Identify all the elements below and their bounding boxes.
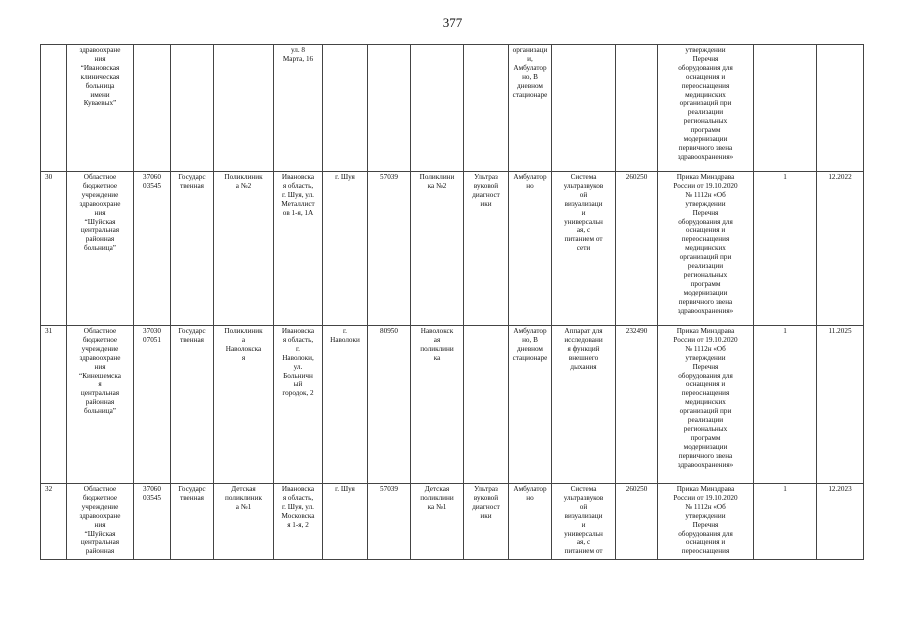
- oktmo-cell: 57039: [368, 172, 411, 326]
- organization-cell: здравоохране ния “Ивановская клиническая больница имени Куваевых”: [67, 45, 134, 172]
- table-row: [41, 326, 864, 484]
- date-cell: 12.2023: [817, 484, 864, 560]
- table-row: [41, 45, 864, 172]
- subunit-cell: [411, 45, 464, 172]
- address-cell: Ивановска я область, г. Шуя, ул. Московска я 1-я, 2: [274, 484, 323, 560]
- ownership-cell: Государс твенная: [171, 172, 214, 326]
- oktmo-cell: 80950: [368, 326, 411, 484]
- oktmo-cell: 57039: [368, 484, 411, 560]
- address-cell: Ивановска я область, г. Наволоки, ул. Больничн ый городок, 2: [274, 326, 323, 484]
- unit-cell: Детская поликлиник а №1: [214, 484, 274, 560]
- specialty-cell: Ультраз вуковой диагност ики: [464, 484, 509, 560]
- specialty-cell: [464, 326, 509, 484]
- address-cell: Ивановска я область, г. Шуя, ул. Металлист ов 1-я, 1А: [274, 172, 323, 326]
- unit-cell: Поликлиник а №2: [214, 172, 274, 326]
- equipment-code-cell: 232490: [616, 326, 658, 484]
- date-cell: 12.2022: [817, 172, 864, 326]
- unit-cell: [214, 45, 274, 172]
- equipment-cell: Система ультразвуков ой визуализаци и универсальн ая, с питанием от сети: [552, 172, 616, 326]
- row-number-cell: 32: [41, 484, 67, 560]
- subunit-cell: Поликлини ка №2: [411, 172, 464, 326]
- care-conditions-cell: организаци и, Амбулатор но, В дневном стационаре: [509, 45, 552, 172]
- subunit-cell: Детская поликлини ка №1: [411, 484, 464, 560]
- equipment-table: [40, 44, 864, 560]
- ownership-cell: Государс твенная: [171, 326, 214, 484]
- city-cell: г. Наволоки: [323, 326, 368, 484]
- date-cell: [817, 45, 864, 172]
- legal-basis-cell: Приказ Минздрава России от 19.10.2020 № 1112н «Об утверждении Перечня оборудования для оснащения и переоснащения медицинских организаций при реализации региональных программ модернизации первичного звена здравоохранения»: [658, 172, 754, 326]
- quantity-cell: 1: [754, 326, 817, 484]
- quantity-cell: [754, 45, 817, 172]
- organization-code-cell: [134, 45, 171, 172]
- equipment-cell: Аппарат для исследовани я функций внешнего дыхания: [552, 326, 616, 484]
- care-conditions-cell: Амбулатор но: [509, 172, 552, 326]
- legal-basis-cell: утверждении Перечня оборудования для оснащения и переоснащения медицинских организаций при реализации региональных программ модернизации первичного звена здравоохранения»: [658, 45, 754, 172]
- organization-cell: Областное бюджетное учреждение здравоохране ния “Шуйская центральная районная: [67, 484, 134, 560]
- organization-code-cell: 37060 03545: [134, 172, 171, 326]
- organization-cell: Областное бюджетное учреждение здравоохране ния “Шуйская центральная районная больница”: [67, 172, 134, 326]
- quantity-cell: 1: [754, 484, 817, 560]
- care-conditions-cell: Амбулатор но, В дневном стационаре: [509, 326, 552, 484]
- equipment-cell: [552, 45, 616, 172]
- organization-code-cell: 37060 03545: [134, 484, 171, 560]
- legal-basis-cell: Приказ Минздрава России от 19.10.2020 № 1112н «Об утверждении Перечня оборудования для оснащения и переоснащения медицинских организаций при реализации региональных программ модернизации первичного звена здравоохранения»: [658, 326, 754, 484]
- ownership-cell: Государс твенная: [171, 484, 214, 560]
- equipment-code-cell: 260250: [616, 484, 658, 560]
- city-cell: г. Шуя: [323, 484, 368, 560]
- care-conditions-cell: Амбулатор но: [509, 484, 552, 560]
- specialty-cell: [464, 45, 509, 172]
- quantity-cell: 1: [754, 172, 817, 326]
- address-cell: ул. 8 Марта, 16: [274, 45, 323, 172]
- specialty-cell: Ультраз вуковой диагност ики: [464, 172, 509, 326]
- city-cell: [323, 45, 368, 172]
- table-body: [41, 45, 864, 560]
- unit-cell: Поликлиник а Наволокска я: [214, 326, 274, 484]
- organization-code-cell: 37030 07051: [134, 326, 171, 484]
- row-number-cell: [41, 45, 67, 172]
- legal-basis-cell: Приказ Минздрава России от 19.10.2020 № 1112н «Об утверждении Перечня оборудования для оснащения и переоснащения: [658, 484, 754, 560]
- equipment-code-cell: [616, 45, 658, 172]
- page-number: 377: [442, 15, 463, 30]
- oktmo-cell: [368, 45, 411, 172]
- table-row: [41, 172, 864, 326]
- date-cell: 11.2025: [817, 326, 864, 484]
- equipment-cell: Система ультразвуков ой визуализаци и универсальн ая, с питанием от: [552, 484, 616, 560]
- row-number-cell: 30: [41, 172, 67, 326]
- table-row: [41, 484, 864, 560]
- organization-cell: Областное бюджетное учреждение здравоохране ния “Кинешемска я центральная районная больница”: [67, 326, 134, 484]
- equipment-code-cell: 260250: [616, 172, 658, 326]
- ownership-cell: [171, 45, 214, 172]
- row-number-cell: 31: [41, 326, 67, 484]
- subunit-cell: Наволокск ая поликлини ка: [411, 326, 464, 484]
- city-cell: г. Шуя: [323, 172, 368, 326]
